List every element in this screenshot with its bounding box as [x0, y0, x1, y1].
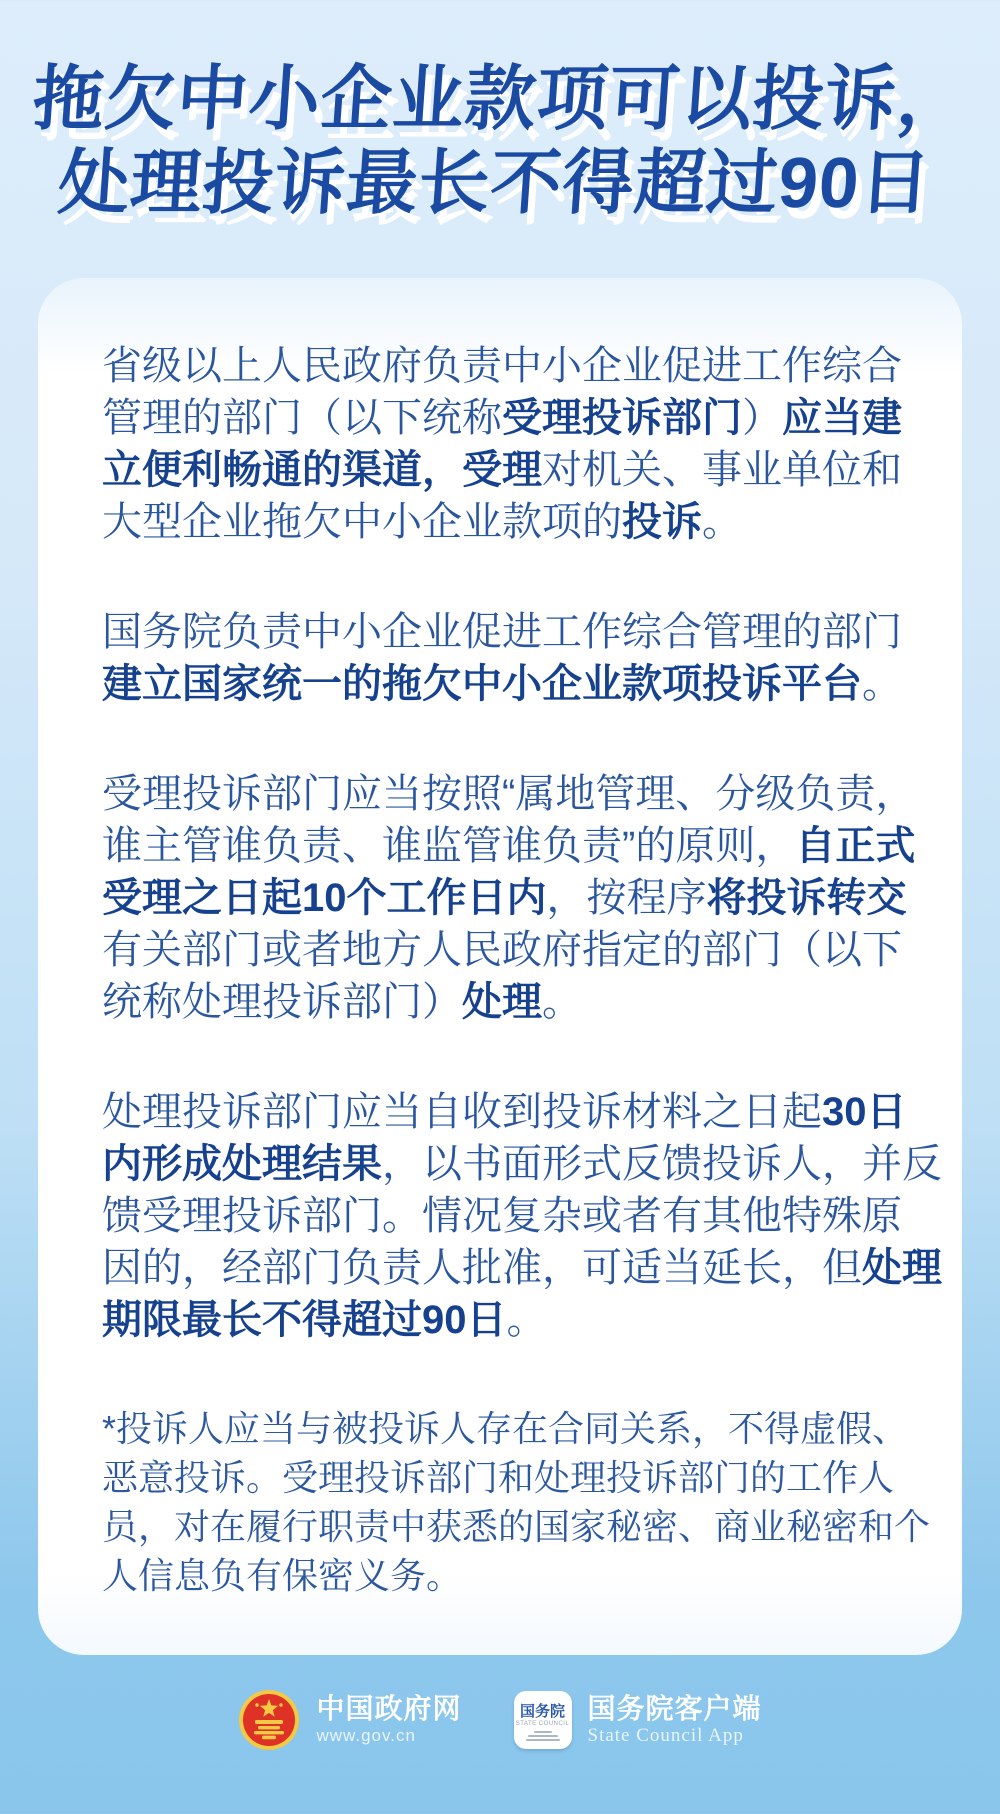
regular-text: 谁主管谁负责、谁监管谁负责”的原则，: [102, 824, 796, 868]
regular-text: 因的，经部门负责人批准，可适当延长，但: [102, 1246, 862, 1290]
text-line: [102, 872, 907, 924]
emphasis-text: 期限最长不得超过90日: [102, 1298, 507, 1342]
emphasis-text: 投诉: [622, 500, 702, 544]
regular-text: ）: [742, 396, 782, 440]
emphasis-text: 受理之日起10个工作日内: [102, 876, 547, 920]
regular-text: 。: [702, 500, 742, 544]
app-icon-subtitle: STATE COUNCIL: [515, 1721, 570, 1727]
regular-text: ，按程序: [546, 876, 707, 920]
regular-text: 。: [862, 662, 902, 706]
info-card: [38, 278, 962, 1655]
state-council-app-icon: [514, 1691, 572, 1749]
poster-title-line2: 处理投诉最长不得超过90日: [55, 144, 935, 223]
emphasis-text: 建立国家统一的拖欠中小企业款项投诉平台: [102, 662, 862, 706]
state-council-app-name: 国务院客户端: [587, 1693, 762, 1724]
emphasis-text: 内形成处理结果: [102, 1142, 382, 1186]
gov-logo-text: [316, 1693, 461, 1747]
body-paragraph: [102, 340, 902, 548]
text-line: [102, 392, 902, 444]
emphasis-text: 30日: [822, 1090, 907, 1134]
regular-text: 管理的部门（以下统称: [102, 396, 502, 440]
text-line: [102, 1453, 902, 1502]
text-line: [102, 1404, 909, 1453]
text-line: [102, 820, 916, 872]
text-line: [102, 1138, 942, 1190]
footer-logos: [0, 1689, 1000, 1751]
app-icon-building-glyph: [526, 1731, 560, 1741]
text-line: [102, 1086, 907, 1138]
text-line: [102, 1242, 942, 1294]
gov-website-logo: [238, 1689, 461, 1751]
emphasis-text: 将投诉转交: [706, 876, 907, 920]
emphasis-text: 受理投诉部门: [502, 396, 742, 440]
text-line: [102, 606, 902, 658]
body-paragraph: [102, 1086, 942, 1346]
text-line: [102, 924, 902, 976]
gov-website-name: 中国政府网: [316, 1693, 462, 1724]
regular-text: 受理投诉部门应当按照“属地管理、分级负责，: [102, 772, 916, 816]
regular-text: 。: [506, 1298, 547, 1342]
emphasis-text: 处理: [862, 1246, 942, 1290]
regular-text: 省级以上人民政府负责中小企业促进工作综合: [102, 344, 902, 388]
regular-text: *投诉人应当与被投诉人存在合同关系，不得虚假、: [102, 1408, 909, 1449]
emphasis-text: 应当建: [782, 396, 902, 440]
app-icon-title: 国务院: [519, 1703, 565, 1720]
text-line: [102, 658, 902, 710]
text-line: [102, 768, 916, 820]
text-line: [102, 444, 902, 496]
regular-text: 馈受理投诉部门。情况复杂或者有其他特殊原: [102, 1194, 902, 1238]
body-paragraph: [102, 606, 902, 710]
regular-text: 大型企业拖欠中小企业款项的: [102, 500, 622, 544]
regular-text: 恶意投诉。受理投诉部门和处理投诉部门的工作人: [102, 1457, 895, 1498]
text-line: [102, 1294, 902, 1346]
text-line: [102, 1551, 902, 1600]
body-paragraph: [102, 768, 916, 1028]
regular-text: 员，对在履行职责中获悉的国家秘密、商业秘密和个: [102, 1506, 931, 1547]
state-council-app-logo: [514, 1691, 762, 1749]
state-council-app-subtitle: State Council App: [587, 1725, 744, 1746]
regular-text: 国务院负责中小企业促进工作综合管理的部门: [102, 610, 902, 654]
text-line: [102, 496, 902, 548]
regular-text: ，以书面形式反馈投诉人，并反: [382, 1142, 942, 1186]
app-logo-text: [588, 1693, 762, 1747]
emphasis-text: 立便利畅通的渠道，受理: [102, 448, 542, 492]
emphasis-text: 自正式: [795, 824, 916, 868]
regular-text: 处理投诉部门应当自收到投诉材料之日起: [102, 1090, 822, 1134]
regular-text: 有关部门或者地方人民政府指定的部门（以下: [102, 928, 902, 972]
text-line: [102, 1502, 931, 1551]
text-line: [102, 976, 902, 1028]
footnote-paragraph: [102, 1404, 931, 1600]
poster-title: [0, 0, 1000, 226]
gov-website-url: www.gov.cn: [316, 1726, 416, 1745]
text-line: [102, 1190, 902, 1242]
emphasis-text: 处理: [462, 980, 542, 1024]
national-emblem-icon: [238, 1689, 300, 1751]
text-line: [102, 340, 902, 392]
poster-title-line1: 拖欠中小企业款项可以投诉，: [30, 60, 972, 139]
regular-text: 对机关、事业单位和: [542, 448, 902, 492]
regular-text: 。: [542, 980, 582, 1024]
regular-text: 统称处理投诉部门）: [102, 980, 462, 1024]
regular-text: 人信息负有保密义务。: [102, 1555, 463, 1596]
